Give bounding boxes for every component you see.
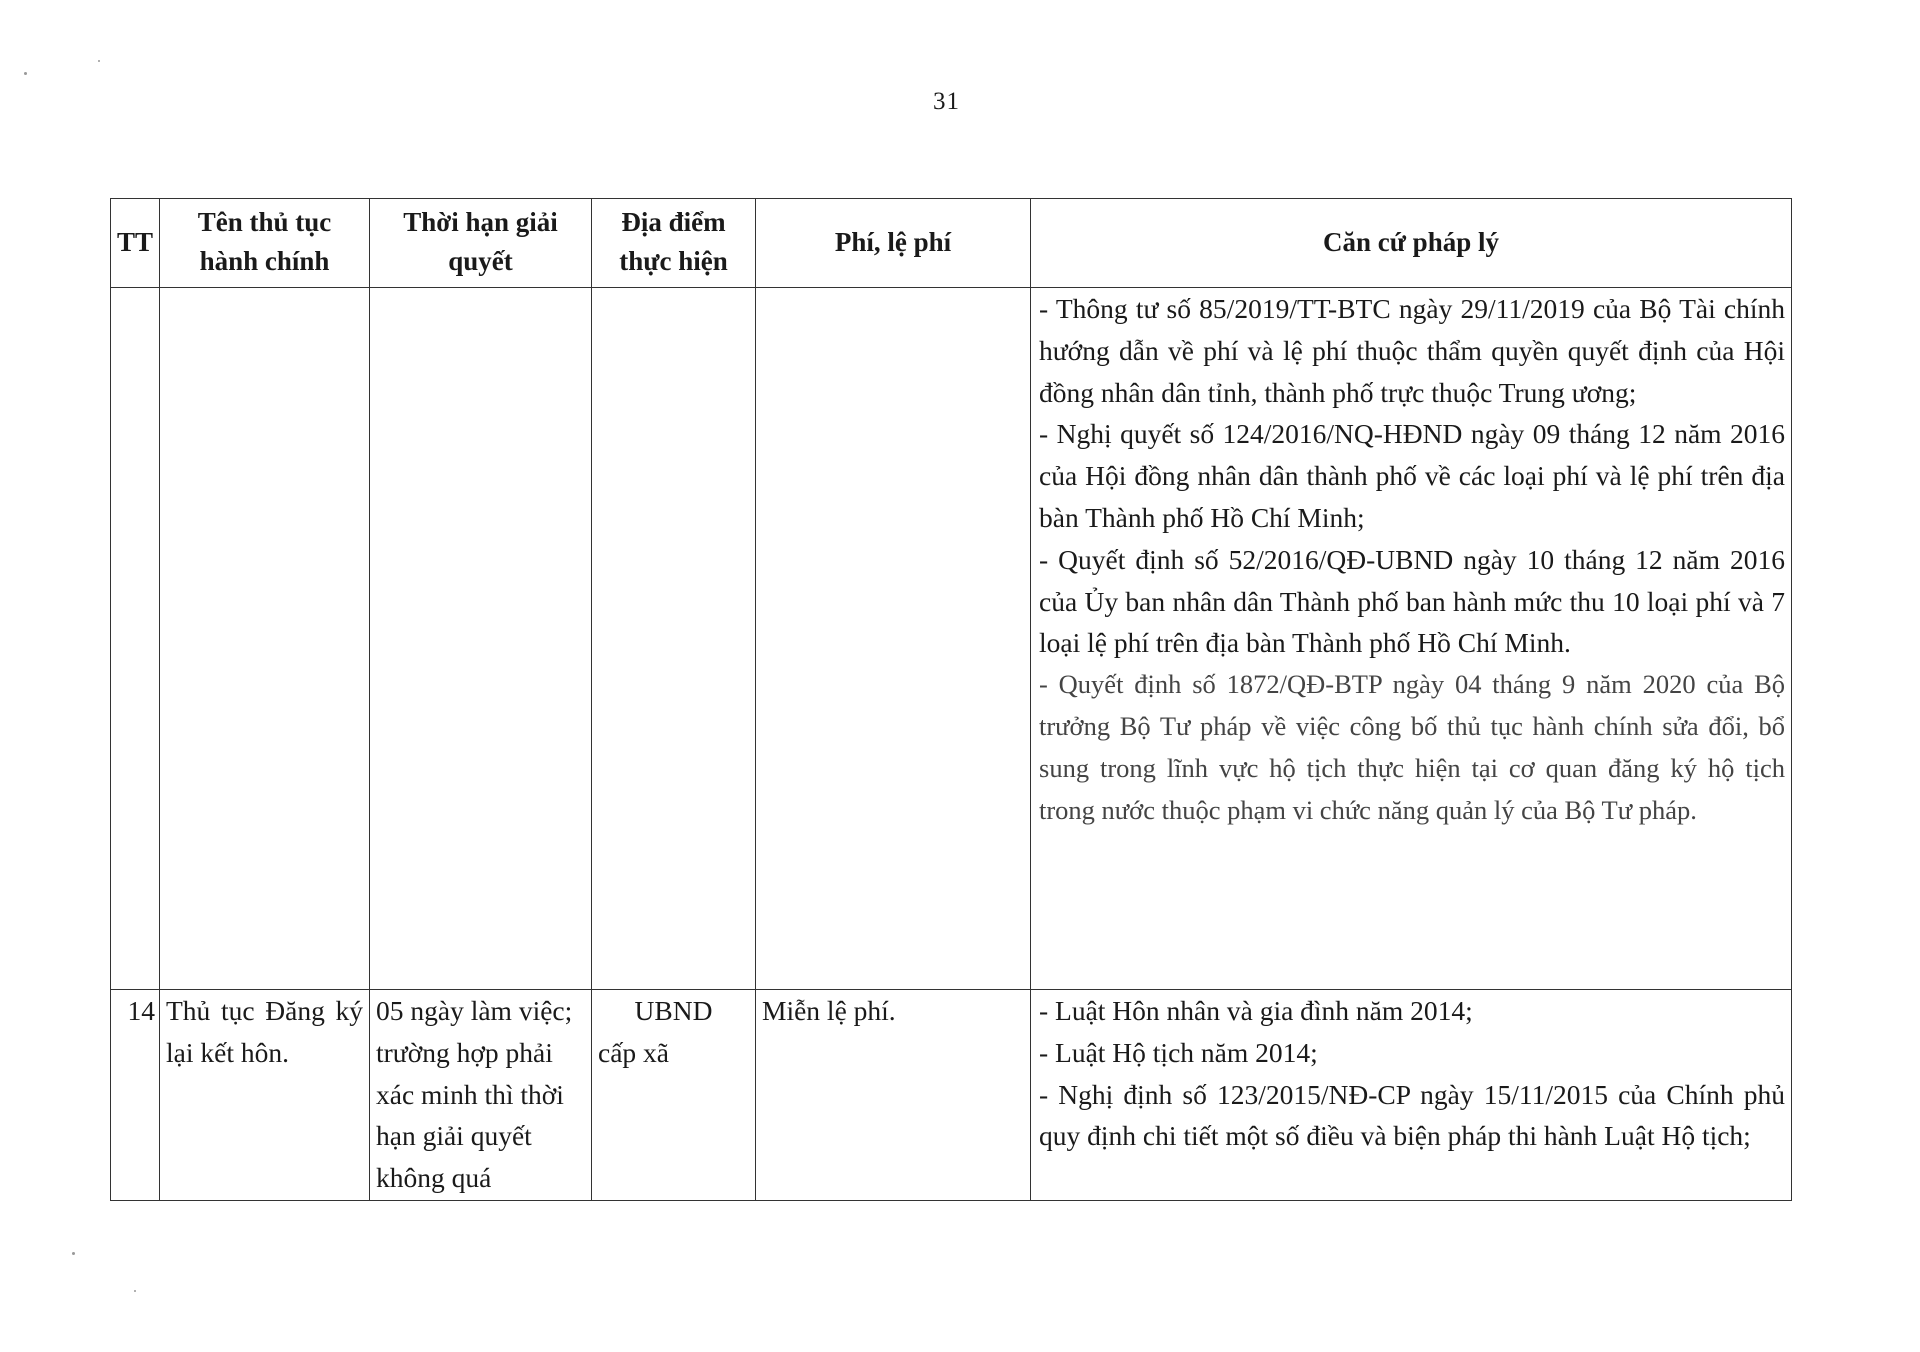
cell-tt-empty [111, 288, 160, 990]
page-number: 31 [933, 88, 960, 115]
cell-legal-basis [1031, 288, 1792, 990]
scan-speck [72, 1252, 75, 1255]
cell-fee-empty [756, 288, 1031, 990]
legal-item: - Thông tư số 85/2019/TT-BTC ngày 29/11/2019 của Bộ Tài chính hướng dẫn về phí và lệ phí thuộc thẩm quyền quyết định của Hội đồng nhân dân tỉnh, thành phố trực thuộc Trung ương; [1039, 293, 1785, 408]
cell-place-empty [592, 288, 756, 990]
cell-legal-basis [1031, 990, 1792, 1201]
cell-processing-time: 05 ngày làm việc; trường hợp phải xác minh thì thời hạn giải quyết không quá [370, 990, 592, 1201]
cell-fees: Miễn lệ phí. [756, 990, 1031, 1201]
scan-speck [134, 1290, 136, 1292]
cell-location [592, 990, 756, 1201]
legal-item: - Nghị quyết số 124/2016/NQ-HĐND ngày 09 tháng 12 năm 2016 của Hội đồng nhân dân thành phố về các loại phí và lệ phí trên địa bàn Thành phố Hồ Chí Minh; [1039, 418, 1785, 533]
cell-procedure-name: Thủ tục Đăng ký lại kết hôn. [160, 990, 370, 1201]
table-header-row [111, 199, 1792, 288]
header-tt: TT [111, 199, 160, 288]
scan-speck [98, 60, 100, 62]
legal-item: - Quyết định số 52/2016/QĐ-UBND ngày 10 tháng 12 năm 2016 của Ủy ban nhân dân Thành phố ban hành mức thu 10 loại phí và 7 loại lệ phí trên địa bàn Thành phố Hồ Chí Minh. [1039, 543, 1785, 659]
header-processing-time: Thời hạn giải quyết [370, 199, 592, 288]
legal-item: - Nghị định số 123/2015/NĐ-CP ngày 15/11/2015 của Chính phủ quy định chi tiết một số điều và biện pháp thi hành Luật Hộ tịch; [1039, 1078, 1785, 1152]
cell-name-empty [160, 288, 370, 990]
table-row-14 [111, 990, 1792, 1201]
header-procedure-name: Tên thủ tục hành chính [160, 199, 370, 288]
cell-time-empty [370, 288, 592, 990]
procedure-table [110, 198, 1792, 1201]
header-fees: Phí, lệ phí [756, 199, 1031, 288]
header-legal-basis: Căn cứ pháp lý [1031, 199, 1792, 288]
location-line: cấp xã [598, 1036, 669, 1068]
legal-item: - Quyết định số 1872/QĐ-BTP ngày 04 tháng 9 năm 2020 của Bộ trưởng Bộ Tư pháp về việc công bố thủ tục hành chính sửa đổi, bổ sung trong lĩnh vực hộ tịch thực hiện tại cơ quan đăng ký hộ tịch trong nước thuộc phạm vi chức năng quản lý của Bộ Tư pháp. [1039, 669, 1785, 825]
location-line: UBND [634, 995, 713, 1026]
table-row-continuation [111, 288, 1792, 990]
legal-item: - Luật Hôn nhân và gia đình năm 2014; [1039, 995, 1473, 1026]
cell-tt: 14 [111, 990, 160, 1201]
header-location: Địa điểm thực hiện [592, 199, 756, 288]
scan-speck [24, 72, 27, 75]
legal-item: - Luật Hộ tịch năm 2014; [1039, 1036, 1318, 1068]
